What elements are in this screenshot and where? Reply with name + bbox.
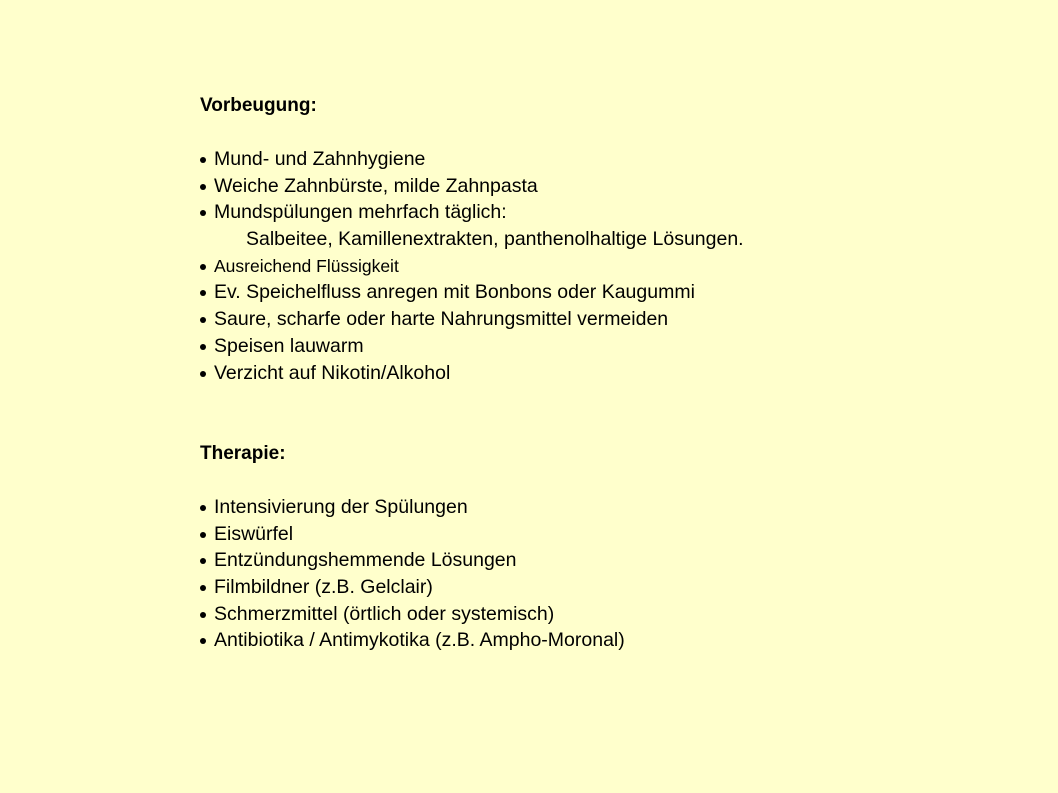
list-item [200, 174, 744, 201]
therapie-list [200, 495, 625, 655]
bullet-icon [200, 505, 206, 511]
bullet-icon [200, 585, 206, 591]
bullet-icon [200, 344, 206, 350]
bullet-icon [200, 210, 206, 216]
list-item [200, 522, 625, 549]
list-item-text: Antibiotika / Antimykotika (z.B. Ampho-Moronal) [214, 629, 625, 652]
list-item-text: Ausreichend Flüssigkeit [214, 255, 399, 276]
list-item [200, 495, 625, 522]
list-item [200, 147, 744, 174]
list-item [200, 254, 744, 281]
bullet-icon [200, 558, 206, 564]
bullet-icon [200, 264, 206, 270]
vorbeugung-list [200, 147, 744, 387]
list-item [200, 334, 744, 361]
bullet-icon [200, 157, 206, 163]
vorbeugung-heading: Vorbeugung: [200, 95, 317, 116]
list-item-text: Entzündungshemmende Lösungen [214, 549, 517, 572]
list-item-text: Speisen lauwarm [214, 334, 364, 357]
list-item-text: Mund- und Zahnhygiene [214, 148, 426, 170]
bullet-icon [200, 290, 206, 296]
list-item [200, 602, 625, 629]
mundspuelung-detail: Salbeitee, Kamillenextrakten, panthenolhaltige Lösungen. [246, 228, 744, 251]
list-item-text: Saure, scharfe oder harte Nahrungsmittel vermeiden [214, 308, 669, 331]
therapie-heading: Therapie: [200, 443, 286, 464]
list-item [200, 628, 625, 655]
list-item-text: Schmerzmittel (örtlich oder systemisch) [214, 602, 555, 625]
bullet-icon [200, 532, 206, 538]
list-item-text: Ev. Speichelfluss anregen mit Bonbons oder Kaugummi [214, 281, 695, 304]
list-item-text: Filmbildner (z.B. Gelclair) [214, 576, 433, 599]
bullet-icon [200, 184, 206, 190]
list-item [200, 361, 744, 388]
list-item-text: Weiche Zahnbürste, milde Zahnpasta [214, 174, 538, 197]
bullet-icon [200, 371, 206, 377]
list-item-text: Mundspülungen mehrfach täglich: [214, 201, 507, 224]
bullet-icon [200, 638, 206, 644]
list-item [200, 575, 625, 602]
bullet-icon [200, 317, 206, 323]
list-item-text: Eiswürfel [214, 522, 294, 545]
list-item [200, 200, 744, 227]
bullet-icon [200, 612, 206, 618]
list-item-text: Verzicht auf Nikotin/Alkohol [214, 361, 451, 384]
list-item-text: Intensivierung der Spülungen [214, 496, 468, 518]
list-item [200, 307, 744, 334]
list-item [200, 548, 625, 575]
list-item [200, 280, 744, 307]
